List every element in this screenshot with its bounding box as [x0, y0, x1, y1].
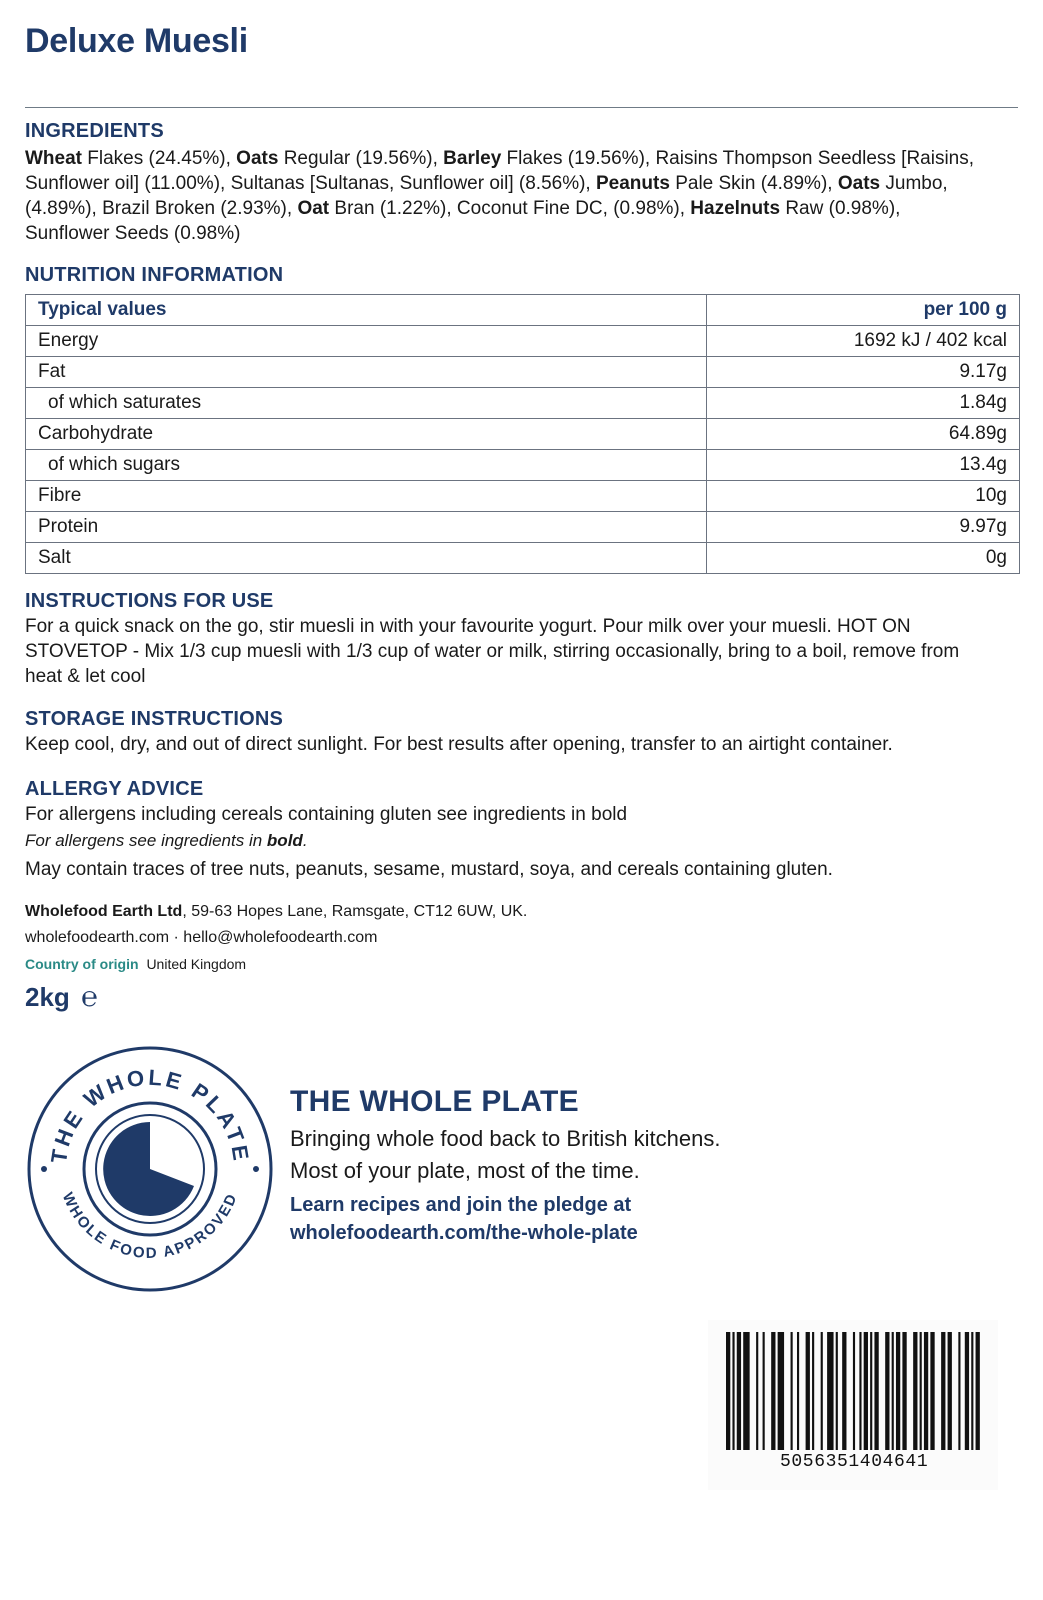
- nutrient-value: 9.97g: [707, 512, 1020, 543]
- nutrition-heading-wrap: [25, 262, 1005, 288]
- nutrient-label: Protein: [26, 512, 707, 543]
- nutrition-header-row: [26, 295, 1020, 326]
- barcode-bar: [743, 1332, 749, 1450]
- badge-dot-right: [253, 1166, 259, 1172]
- storage-heading: STORAGE INSTRUCTIONS: [25, 708, 284, 730]
- barcode-bar: [864, 1332, 868, 1450]
- allergy-line-2-post: .: [302, 831, 308, 850]
- ingredient-allergen: Oat: [297, 198, 330, 219]
- weight-line: [25, 981, 1005, 1013]
- barcode-bar: [842, 1332, 846, 1450]
- nutrient-value: 9.17g: [707, 357, 1020, 388]
- allergy-line-3: May contain traces of tree nuts, peanuts, sesame, mustard, soya, and cereals containing gluten.: [25, 859, 833, 880]
- estimated-sign-icon: ℮: [81, 981, 98, 1012]
- allergy-line-2: [25, 827, 1005, 855]
- nutrient-value: 10g: [707, 481, 1020, 512]
- per-100g-header: per 100 g: [707, 295, 1020, 326]
- barcode-bar: [976, 1332, 980, 1450]
- company-address: , 59-63 Hopes Lane, Ramsgate, CT12 6UW, UK.: [182, 903, 528, 920]
- ingredient-allergen: Barley: [443, 148, 502, 169]
- instructions-section: [25, 588, 1005, 689]
- barcode-bar: [892, 1332, 894, 1450]
- ingredient-text-part: Flakes (24.45%),: [82, 148, 237, 169]
- ingredient-text-part: Raw (0.98%), Sunflower Seeds (0.98%): [25, 198, 901, 244]
- barcode-bar: [763, 1332, 765, 1450]
- badge-dot-left: [41, 1166, 47, 1172]
- barcode-bar: [853, 1332, 855, 1450]
- barcode-bar: [778, 1332, 784, 1450]
- barcode-bar: [930, 1332, 934, 1450]
- allergy-line-1: For allergens including cereals containing gluten see ingredients in bold: [25, 804, 628, 825]
- nutrient-label: of which sugars: [26, 450, 707, 481]
- nutrient-label: Salt: [26, 543, 707, 574]
- barcode-bar: [941, 1332, 945, 1450]
- nutrition-row: [26, 419, 1020, 450]
- nutrition-row: [26, 481, 1020, 512]
- barcode-bar: [924, 1332, 928, 1450]
- barcode-bar: [726, 1332, 730, 1450]
- badge-top-text: THE WHOLE PLATE: [45, 1064, 255, 1165]
- nutrient-value: 0g: [707, 543, 1020, 574]
- ingredients-heading: INGREDIENTS: [25, 120, 164, 142]
- barcode-bar: [771, 1332, 775, 1450]
- barcode-bar: [920, 1332, 922, 1450]
- storage-text: Keep cool, dry, and out of direct sunlight. For best results after opening, transfer to an airtight container.: [25, 734, 893, 755]
- barcode-bar: [965, 1332, 969, 1450]
- ingredient-allergen: Wheat: [25, 148, 82, 169]
- barcode-bar: [958, 1332, 960, 1450]
- ingredient-text-part: Bran (1.22%), Coconut Fine DC, (0.98%),: [329, 198, 691, 219]
- nutrition-row: [26, 543, 1020, 574]
- ingredient-allergen: Hazelnuts: [690, 198, 781, 219]
- barcode-bar: [821, 1332, 823, 1450]
- barcode-bar: [732, 1332, 734, 1450]
- nutrition-table-wrap: [25, 294, 1043, 574]
- nutrient-label: Carbohydrate: [26, 419, 707, 450]
- origin-label: Country of origin: [25, 956, 139, 972]
- nutrient-value: 13.4g: [707, 450, 1020, 481]
- nutrition-row: [26, 450, 1020, 481]
- nutrient-label: Energy: [26, 326, 707, 357]
- nutrient-label: Fibre: [26, 481, 707, 512]
- barcode-bar: [874, 1332, 878, 1450]
- barcode-bar: [859, 1332, 861, 1450]
- ingredient-allergen: Oats: [837, 173, 881, 194]
- origin-value: United Kingdom: [146, 956, 247, 972]
- barcode-bar: [913, 1332, 917, 1450]
- whole-plate-link-2[interactable]: wholefoodearth.com/the-whole-plate: [290, 1222, 638, 1244]
- title-divider: [25, 107, 1018, 108]
- barcode-bar: [797, 1332, 799, 1450]
- nutrition-row: [26, 326, 1020, 357]
- barcode-bar: [737, 1332, 741, 1450]
- ingredient-allergen: Oats: [236, 148, 279, 169]
- nutrient-value: 1692 kJ / 402 kcal: [707, 326, 1020, 357]
- nutrition-row: [26, 388, 1020, 419]
- nutrition-rows: [26, 326, 1020, 574]
- barcode-bar: [836, 1332, 838, 1450]
- company-name: Wholefood Earth Ltd: [25, 903, 183, 920]
- ingredient-text-part: Regular (19.56%),: [278, 148, 444, 169]
- instructions-text: For a quick snack on the go, stir muesli in with your favourite yogurt. Pour milk over your muesli. HOT ON STOVETOP - Mix 1/3 cup muesli with 1/3 cup of water or milk, stirring occasionally, bring to a boil, remove from heat & let cool: [25, 616, 960, 687]
- nutrition-table: [25, 294, 1020, 574]
- ingredient-text-part: Jumbo, (4.89%), Brazil Broken (2.93%),: [25, 173, 948, 219]
- whole-plate-line-1: Bringing whole food back to British kitchens.: [290, 1126, 721, 1151]
- allergy-line-2-pre: For allergens see ingredients in: [25, 831, 267, 850]
- nutrient-label: of which saturates: [26, 388, 707, 419]
- badge-bottom-text: WHOLE FOOD APPROVED: [58, 1190, 242, 1263]
- allergy-section: [25, 776, 1005, 882]
- barcode-bar: [948, 1332, 952, 1450]
- nutrient-label: Fat: [26, 357, 707, 388]
- barcode-bar: [806, 1332, 810, 1450]
- whole-plate-line-2: Most of your plate, most of the time.: [290, 1158, 640, 1183]
- barcode-bar: [971, 1332, 973, 1450]
- barcode-bar: [756, 1332, 758, 1450]
- barcode-bar: [870, 1332, 872, 1450]
- company-web: wholefoodearth.com · hello@wholefoodearth.com: [25, 929, 378, 946]
- nutrition-row: [26, 357, 1020, 388]
- ingredients-section: [25, 118, 1005, 246]
- company-section: [25, 901, 1005, 1013]
- whole-plate-block: [290, 1085, 720, 1247]
- ingredient-allergen: Peanuts: [596, 173, 670, 194]
- nutrition-heading: NUTRITION INFORMATION: [25, 264, 284, 286]
- barcode-number: 5056351404641: [780, 1452, 929, 1472]
- ingredients-text: [25, 146, 980, 246]
- whole-plate-title: THE WHOLE PLATE: [290, 1085, 579, 1118]
- barcode-bars-icon: [724, 1332, 986, 1452]
- ingredient-text-part: Pale Skin (4.89%),: [669, 173, 838, 194]
- net-weight: 2kg: [25, 982, 70, 1012]
- nutrition-row: [26, 512, 1020, 543]
- company-line: [25, 901, 1005, 923]
- nutrient-value: 64.89g: [707, 419, 1020, 450]
- barcode-bar: [791, 1332, 793, 1450]
- ingredient-text-part: Flakes (19.56%), Raisins Thompson Seedless [Raisins, Sunflower oil] (11.00%), Sultanas [Sultanas, Sunflower oil] (8.56%),: [25, 148, 975, 194]
- product-title: Deluxe Muesli: [25, 22, 248, 60]
- barcode-bar: [827, 1332, 833, 1450]
- allergy-line-2-bold: bold: [266, 831, 303, 850]
- whole-plate-link-1: Learn recipes and join the pledge at: [290, 1194, 632, 1216]
- instructions-heading: INSTRUCTIONS FOR USE: [25, 590, 274, 612]
- plate-pie-icon: [103, 1122, 194, 1216]
- barcode-bar: [902, 1332, 906, 1450]
- typical-values-header: Typical values: [26, 295, 707, 326]
- barcode-bar: [812, 1332, 814, 1450]
- barcode-bar: [896, 1332, 900, 1450]
- storage-section: [25, 706, 1005, 757]
- origin-line: [25, 953, 1005, 975]
- whole-plate-badge-icon: [26, 1045, 274, 1293]
- allergy-heading: ALLERGY ADVICE: [25, 778, 204, 800]
- barcode-bar: [885, 1332, 889, 1450]
- nutrient-value: 1.84g: [707, 388, 1020, 419]
